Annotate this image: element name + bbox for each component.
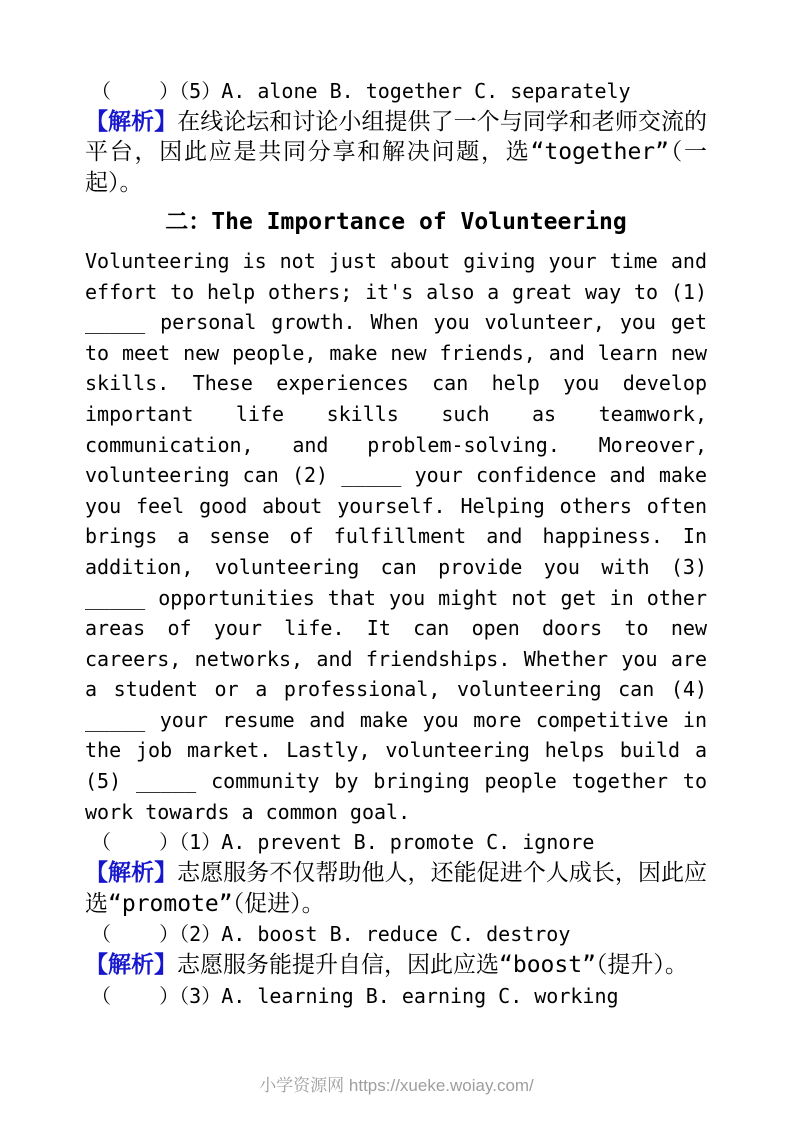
analysis-q2-text: 志愿服务能提升自信，因此应选“boost”（提升）。 (177, 952, 688, 979)
question-5-options-line: （ ）（5）A. alone B. together C. separately (91, 79, 631, 103)
analysis-label: 【解析】 (85, 108, 178, 135)
page-content (85, 76, 707, 1011)
question-2-options-line: （ ）（2）A. boost B. reduce C. destroy (91, 922, 571, 947)
analysis-label: 【解析】 (85, 859, 178, 886)
analysis-q1-text: 志愿服务不仅帮助他人，还能促进个人成长，因此应选“promote”（促进）。 (85, 859, 708, 917)
analysis-q5 (85, 107, 707, 199)
question-3-options-line: （ ）（3）A. learning B. earning C. working (91, 983, 619, 1008)
section-title: 二：The Importance of Volunteering (165, 208, 627, 235)
analysis-q5-text: 在线论坛和讨论小组提供了一个与同学和老师交流的平台，因此应是共同分享和解决问题，选“together”（一起）。 (85, 108, 708, 197)
analysis-label: 【解析】 (85, 952, 177, 979)
question-1-options-line: （ ）（1）A. prevent B. promote C. ignore (91, 830, 595, 855)
cloze-passage: Volunteering is not just about giving your time and effort to help others; it's also a great way to (1) _____ personal growth. When you volunteer, you get to meet new people, make new friends, and learn new skills. These experiences can help you develop important life skills such as teamwork, communication, and problem-solving. Moreover, volunteering can (2) _____ your confidence and make you feel good about yourself. Helping others often brings a sense of fulfillment and happiness. In addition, volunteering can provide you with (3) _____ opportunities that you might not get in other areas of your life. It can open doors to new careers, networks, and friendships. Whether you are a student or a professional, volunteering can (4) _____ your resume and make you more competitive in the job market. Lastly, volunteering helps build a (5) _____ community by bringing people together to work towards a common goal. (85, 248, 707, 824)
analysis-q1 (85, 858, 707, 920)
analysis-q2 (85, 950, 707, 981)
footer-watermark: 小学资源网 https://xueke.woiay.com/ (259, 1076, 534, 1095)
